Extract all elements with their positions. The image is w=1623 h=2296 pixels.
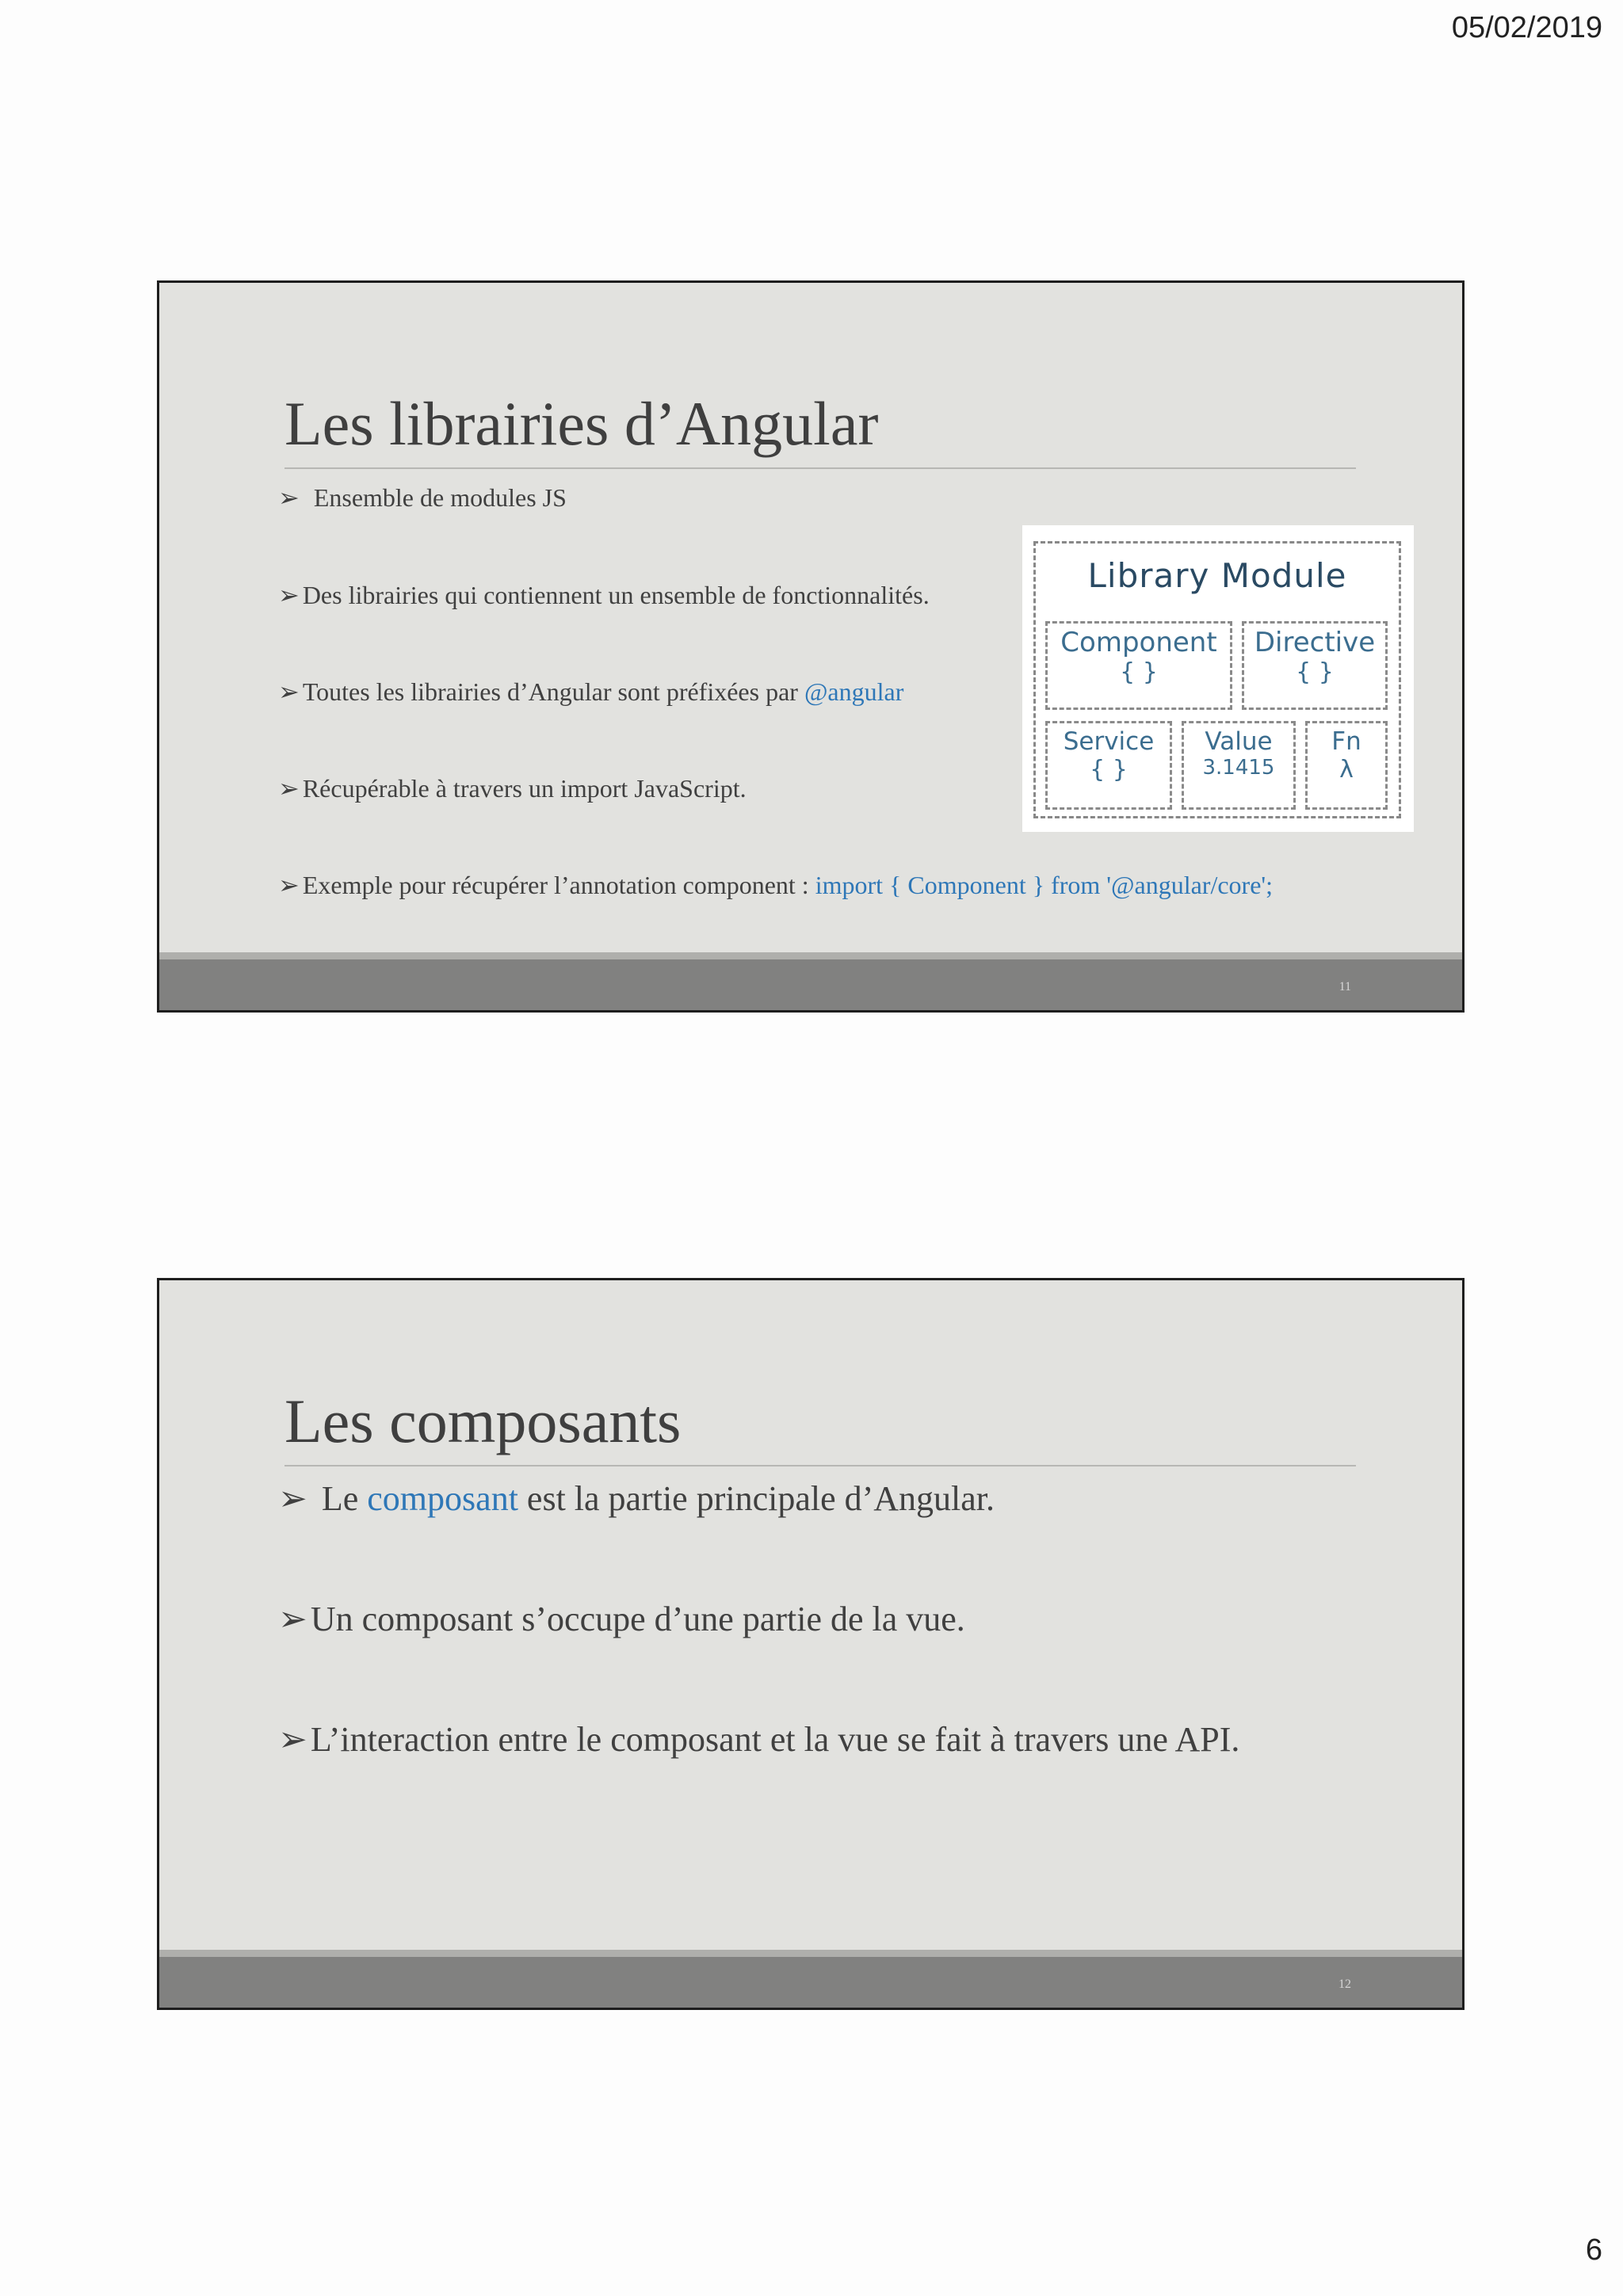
bullet-arrow-icon: ➢ [278, 581, 300, 609]
import-code-highlight: import { Component } from '@angular/core'; [815, 871, 1274, 899]
slide-libraries [157, 280, 1465, 1013]
bullet-arrow-icon: ➢ [278, 1600, 307, 1638]
component-box [1045, 621, 1232, 710]
bullet-item [278, 773, 747, 803]
directive-label: Directive [1254, 627, 1376, 658]
bullet-text: Exemple pour récupérer l’annotation component : [302, 871, 815, 899]
library-module-title: Library Module [1087, 556, 1347, 595]
directive-box [1242, 621, 1388, 710]
bullet-arrow-icon: ➢ [278, 677, 300, 706]
slide-components [157, 1278, 1465, 2010]
library-module-diagram [1022, 525, 1414, 832]
title-divider [285, 467, 1356, 469]
directive-symbol: { } [1296, 658, 1334, 687]
service-symbol: { } [1090, 756, 1128, 784]
component-symbol: { } [1120, 658, 1158, 687]
bullet-item [278, 580, 930, 610]
footer-accent-bar [159, 1950, 1462, 1957]
bullet-text: est la partie principale d’Angular. [517, 1479, 995, 1518]
value-label: Value [1205, 727, 1273, 756]
slide-title: Les composants [285, 1386, 682, 1455]
bullet-item [278, 1599, 965, 1639]
service-box [1045, 721, 1172, 810]
footer-accent-bar [159, 952, 1462, 959]
bullet-arrow-icon: ➢ [278, 871, 300, 899]
lambda-icon: λ [1339, 756, 1354, 784]
title-divider [285, 1465, 1356, 1466]
slide-number: 12 [1338, 1978, 1351, 1991]
value-symbol: 3.1415 [1202, 756, 1275, 780]
bullet-text: Toutes les librairies d’Angular sont préfixées par [302, 677, 804, 706]
bullet-text: Un composant s’occupe d’une partie de la vue. [310, 1600, 965, 1638]
angular-prefix-highlight: @angular [804, 677, 904, 706]
bullet-text: Le [321, 1479, 368, 1518]
bullet-item [278, 1478, 995, 1519]
bullet-text: Récupérable à travers un import JavaScript. [302, 774, 747, 803]
bullet-text: Ensemble de modules JS [313, 483, 567, 512]
service-label: Service [1063, 727, 1155, 756]
bullet-item [278, 870, 1273, 900]
bullet-arrow-icon: ➢ [278, 1479, 307, 1518]
bullet-text: Des librairies qui contiennent un ensemble de fonctionnalités. [302, 581, 930, 609]
bullet-item [278, 1719, 1239, 1760]
slide-footer [159, 959, 1462, 1010]
page-number: 6 [1585, 2233, 1602, 2267]
slide-footer [159, 1957, 1462, 2008]
bullet-text: L’interaction entre le composant et la vue se fait à travers une API. [310, 1720, 1240, 1759]
page-date: 05/02/2019 [1451, 11, 1602, 44]
value-box [1182, 721, 1296, 810]
bullet-arrow-icon: ➢ [278, 774, 300, 803]
slide-number: 11 [1338, 980, 1351, 994]
fn-label: Fn [1331, 727, 1361, 756]
bullet-arrow-icon: ➢ [278, 483, 300, 512]
bullet-item [278, 482, 567, 513]
library-module-outline [1033, 541, 1401, 818]
bullet-item [278, 677, 903, 707]
composant-highlight: composant [367, 1479, 518, 1518]
slide-title: Les librairies d’Angular [285, 389, 879, 458]
bullet-arrow-icon: ➢ [278, 1720, 307, 1759]
component-label: Component [1060, 627, 1217, 658]
fn-box [1305, 721, 1388, 810]
